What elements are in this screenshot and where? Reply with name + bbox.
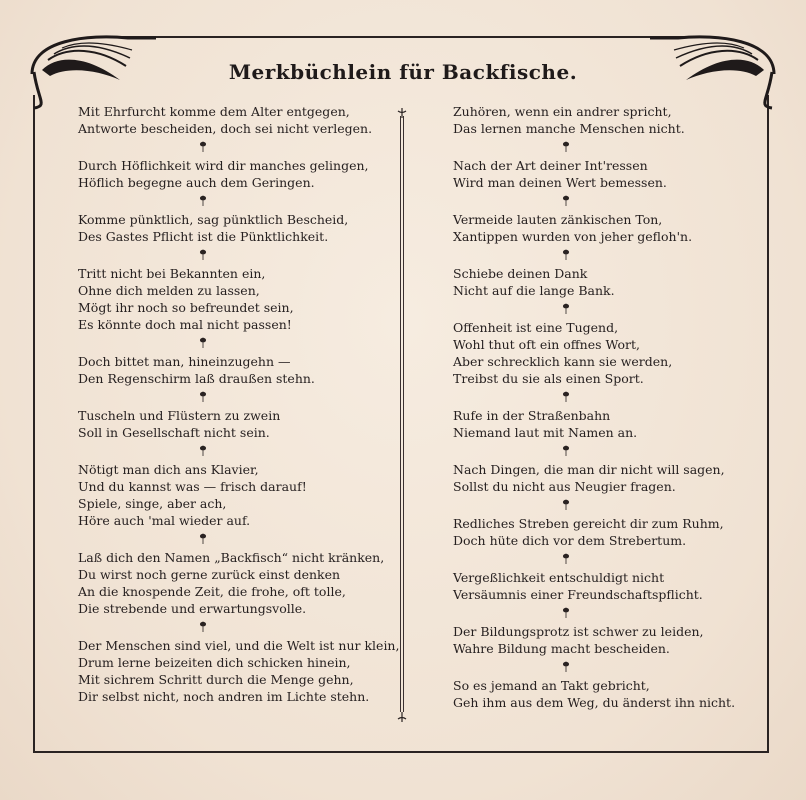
verse-line: Ohne dich melden zu lassen,	[78, 283, 260, 298]
verse-line: Es könnte doch mal nicht passen!	[78, 317, 292, 332]
verse-line: Höflich begegne auch dem Geringen.	[78, 175, 315, 190]
stanza-separator	[453, 495, 753, 515]
verse-line: Vermeide lauten zänkischen Ton,	[453, 212, 663, 227]
stanza-separator	[78, 387, 398, 407]
leaf-ornament-icon	[198, 337, 208, 349]
leaf-ornament-icon	[198, 249, 208, 261]
verse-line: Offenheit ist eine Tugend,	[453, 320, 619, 335]
verse-line: Und du kannst was — frisch darauf!	[78, 479, 307, 494]
verse-line: Sollst du nicht aus Neugier fragen.	[453, 479, 676, 494]
leaf-ornament-icon	[198, 445, 208, 457]
verse-stanza	[78, 211, 398, 245]
verse-line: Der Bildungsprotz ist schwer zu leiden,	[453, 624, 704, 639]
stanza-separator	[453, 245, 753, 265]
leaf-ornament-icon	[198, 195, 208, 207]
verse-stanza	[78, 157, 398, 191]
stanza-separator	[78, 191, 398, 211]
leaf-ornament-icon	[198, 391, 208, 403]
verse-line: Die strebende und erwartungsvolle.	[78, 601, 307, 616]
verse-line: Soll in Gesellschaft nicht sein.	[78, 425, 270, 440]
verse-line: Zuhören, wenn ein andrer spricht,	[453, 104, 672, 119]
verse-line: An die knospende Zeit, die frohe, oft tolle,	[78, 584, 346, 599]
verse-line: Schiebe deinen Dank	[453, 266, 588, 281]
leaf-ornament-icon	[561, 661, 571, 673]
page-title: Merkbüchlein für Backfische.	[228, 60, 578, 84]
verse-stanza	[453, 569, 753, 603]
verse-stanza	[78, 637, 398, 705]
left-column	[78, 103, 398, 705]
leaf-ornament-icon	[561, 553, 571, 565]
verse-line: Nicht auf die lange Bank.	[453, 283, 615, 298]
verse-line: Mit sichrem Schritt durch die Menge gehn,	[78, 672, 354, 687]
verse-stanza	[453, 265, 753, 299]
divider-double-rule	[400, 116, 404, 712]
verse-stanza	[78, 353, 398, 387]
verse-line: Dir selbst nicht, noch andren im Lichte stehn.	[78, 689, 370, 704]
leaf-ornament-icon	[561, 303, 571, 315]
verse-stanza	[453, 677, 753, 711]
leaf-ornament-icon	[561, 499, 571, 511]
stanza-separator	[453, 603, 753, 623]
verse-stanza	[453, 319, 753, 387]
verse-line: Höre auch 'mal wieder auf.	[78, 513, 251, 528]
verse-line: Doch bittet man, hineinzugehn —	[78, 354, 291, 369]
stanza-separator	[453, 657, 753, 677]
leaf-ornament-icon	[561, 607, 571, 619]
verse-line: Drum lerne beizeiten dich schicken hinein,	[78, 655, 351, 670]
verse-line: Das lernen manche Menschen nicht.	[453, 121, 685, 136]
verse-stanza	[453, 211, 753, 245]
verse-line: Versäumnis einer Freundschaftspflicht.	[453, 587, 703, 602]
verse-line: Der Menschen sind viel, und die Welt ist nur klein,	[78, 638, 400, 653]
frame-right-rule	[767, 95, 769, 752]
verse-stanza	[78, 265, 398, 333]
verse-line: Rufe in der Straßenbahn	[453, 408, 611, 423]
verse-line: Geh ihm aus dem Weg, du änderst ihn nicht.	[453, 695, 736, 710]
stanza-separator	[453, 191, 753, 211]
verse-line: Den Regenschirm laß draußen stehn.	[78, 371, 315, 386]
verse-line: Doch hüte dich vor dem Strebertum.	[453, 533, 687, 548]
stanza-separator	[78, 245, 398, 265]
verse-line: Xantippen wurden von jeher gefloh'n.	[453, 229, 693, 244]
stanza-separator	[453, 387, 753, 407]
leaf-ornament-icon	[561, 195, 571, 207]
stanza-separator	[78, 529, 398, 549]
frame-left-rule	[33, 95, 35, 752]
verse-line: Nötigt man dich ans Klavier,	[78, 462, 259, 477]
verse-stanza	[78, 103, 398, 137]
verse-line: Nach der Art deiner Int'ressen	[453, 158, 648, 173]
column-divider	[401, 108, 403, 720]
verse-line: Wird man deinen Wert bemessen.	[453, 175, 667, 190]
verse-line: Tritt nicht bei Bekannten ein,	[78, 266, 266, 281]
leaf-ornament-icon	[561, 141, 571, 153]
verse-line: Treibst du sie als einen Sport.	[453, 371, 644, 386]
verse-line: Mögt ihr noch so befreundet sein,	[78, 300, 294, 315]
verse-line: Antworte bescheiden, doch sei nicht verlegen.	[78, 121, 373, 136]
verse-line: Du wirst noch gerne zurück einst denken	[78, 567, 341, 582]
leaf-ornament-icon	[561, 445, 571, 457]
stanza-separator	[453, 137, 753, 157]
divider-bottom-leaf-icon	[397, 712, 407, 722]
verse-stanza	[453, 515, 753, 549]
frame-bottom-rule	[33, 751, 769, 753]
stanza-separator	[78, 333, 398, 353]
verse-stanza	[453, 157, 753, 191]
stanza-separator	[78, 617, 398, 637]
verse-line: Niemand laut mit Namen an.	[453, 425, 638, 440]
leaf-ornament-icon	[561, 391, 571, 403]
verse-stanza	[453, 407, 753, 441]
leaf-ornament-icon	[198, 533, 208, 545]
stanza-separator	[453, 299, 753, 319]
verse-line: Mit Ehrfurcht komme dem Alter entgegen,	[78, 104, 350, 119]
verse-stanza	[453, 103, 753, 137]
verse-line: Nach Dingen, die man dir nicht will sagen,	[453, 462, 725, 477]
verse-line: Wahre Bildung macht bescheiden.	[453, 641, 670, 656]
leaf-ornament-icon	[198, 621, 208, 633]
verse-stanza	[453, 623, 753, 657]
stanza-separator	[453, 441, 753, 461]
verse-stanza	[78, 461, 398, 529]
right-column	[453, 103, 753, 711]
verse-line: So es jemand an Takt gebricht,	[453, 678, 650, 693]
verse-line: Komme pünktlich, sag pünktlich Bescheid,	[78, 212, 349, 227]
verse-line: Aber schrecklich kann sie werden,	[453, 354, 673, 369]
verse-line: Redliches Streben gereicht dir zum Ruhm,	[453, 516, 724, 531]
verse-line: Spiele, singe, aber ach,	[78, 496, 227, 511]
frame-top-rule	[120, 36, 686, 38]
stanza-separator	[78, 137, 398, 157]
verse-stanza	[453, 461, 753, 495]
verse-stanza	[78, 407, 398, 441]
leaf-ornament-icon	[198, 141, 208, 153]
verse-line: Tuscheln und Flüstern zu zwein	[78, 408, 281, 423]
verse-line: Des Gastes Pflicht ist die Pünktlichkeit.	[78, 229, 329, 244]
verse-line: Durch Höflichkeit wird dir manches gelingen,	[78, 158, 369, 173]
verse-stanza	[78, 549, 398, 617]
stanza-separator	[78, 441, 398, 461]
leaf-ornament-icon	[561, 249, 571, 261]
stanza-separator	[453, 549, 753, 569]
verse-line: Wohl thut oft ein offnes Wort,	[453, 337, 640, 352]
verse-line: Laß dich den Namen „Backfisch“ nicht kränken,	[78, 550, 385, 565]
verse-line: Vergeßlichkeit entschuldigt nicht	[453, 570, 665, 585]
